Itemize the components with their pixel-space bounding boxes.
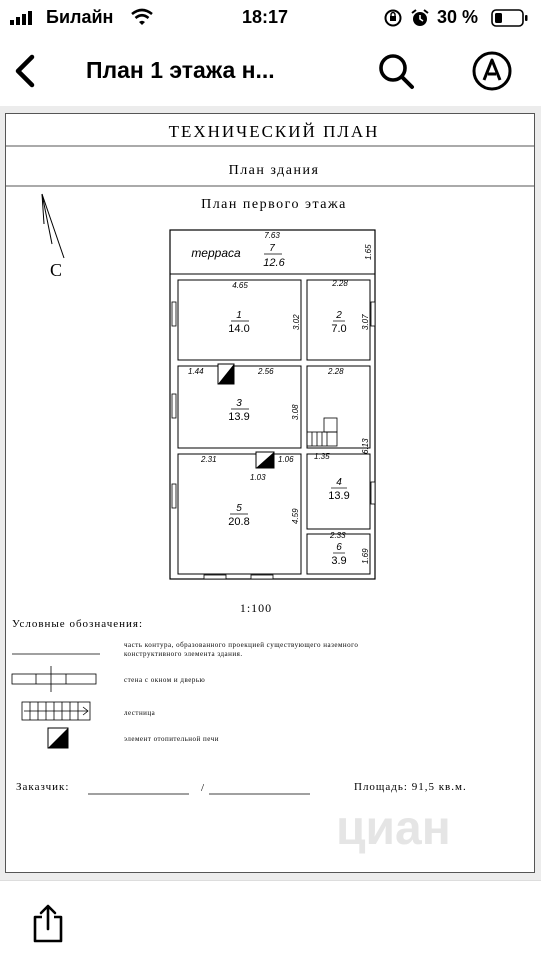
sheet-subtitle: План здания: [228, 163, 320, 178]
carrier-name: Билайн: [46, 7, 114, 27]
room-label-terrace: терраса: [191, 246, 241, 260]
legend-title: Условные обозначения:: [12, 618, 144, 630]
dimension-label: 4.65: [232, 281, 248, 290]
status-bar: [0, 0, 541, 36]
room-number: 5: [236, 503, 242, 514]
north-arrow-icon: [42, 194, 64, 258]
dimension-label: 1.69: [361, 548, 370, 564]
room-number: 2: [336, 310, 342, 321]
wifi-icon: [130, 8, 154, 26]
dimension-label: 1.06: [278, 455, 294, 464]
legend-item-text: элемент отопительной печи: [124, 735, 219, 743]
stairs-symbol: [307, 418, 337, 446]
floor-title: План первого этажа: [201, 197, 347, 212]
room-number: 3: [236, 398, 242, 409]
legend-item-text: часть контура, образованного проекцией существующего наземного конструктивного элемента здания.: [124, 641, 359, 658]
dimension-label: 2.33: [330, 531, 346, 540]
signal-icon: [10, 11, 40, 25]
share-icon[interactable]: [30, 903, 66, 945]
stairs-legend-icon: [22, 702, 90, 720]
battery-icon: [491, 9, 529, 27]
wall-window-door-symbol: [12, 666, 96, 692]
room-area: 13.9: [228, 411, 250, 423]
search-icon[interactable]: [376, 51, 416, 91]
compass-label: С: [49, 260, 63, 280]
dimension-label: 2.28: [332, 279, 348, 288]
scale-label: 1:100: [239, 601, 273, 615]
dimension-label: 2.56: [258, 367, 274, 376]
room-area: 14.0: [228, 323, 250, 335]
dimension-label: 2.28: [328, 367, 344, 376]
dimension-label: 1.03: [250, 473, 266, 482]
dimension-label: 4.59: [291, 508, 300, 524]
dimension-label: 3.07: [361, 314, 370, 330]
battery-percent: 30 %: [437, 7, 479, 27]
room-number: 1: [236, 310, 242, 321]
dimension-label: 1.65: [364, 244, 373, 260]
dimension-label: 3.02: [292, 314, 301, 330]
floor-plan-drawing: [6, 114, 534, 872]
svg-text:/: /: [201, 782, 205, 794]
dimension-label: 2.31: [201, 455, 217, 464]
document-title: План 1 этажа н...: [86, 57, 275, 83]
header-title: ТЕХНИЧЕСКИЙ ПЛАН: [168, 122, 380, 141]
dimension-label: 7.63: [264, 231, 280, 240]
dimension-label: 1.35: [314, 452, 330, 461]
customer-label: Заказчик:: [16, 781, 70, 793]
dimension-label: 3.08: [291, 404, 300, 420]
total-area-label: Площадь: 91,5 кв.м.: [354, 781, 467, 793]
plan-sheet: [5, 113, 535, 873]
room-area: 3.9: [331, 555, 347, 567]
room-area: 12.6: [263, 257, 285, 269]
legend-item-text: лестница: [124, 709, 156, 717]
dimension-label: 1.44: [188, 367, 204, 376]
room-number: 6: [336, 542, 342, 553]
watermark: циан: [336, 802, 451, 855]
document-viewer[interactable]: [0, 106, 541, 880]
room-number: 4: [336, 477, 342, 488]
alarm-icon: [410, 8, 430, 28]
room-area: 20.8: [228, 516, 250, 528]
rotation-lock-icon: [383, 8, 403, 28]
navigation-bar: [0, 36, 541, 106]
bottom-toolbar: [0, 880, 541, 961]
room-area: 7.0: [331, 323, 347, 335]
legend-item-text: стена с окном и дверью: [124, 676, 206, 684]
room-number: 7: [269, 243, 275, 254]
room-area: 13.9: [328, 490, 350, 502]
clock: 18:17: [242, 7, 289, 27]
hall-outline: [307, 366, 370, 448]
dimension-label: 6.13: [361, 438, 370, 454]
stove-legend-icon: [48, 728, 68, 748]
back-icon[interactable]: [12, 53, 38, 89]
markup-icon[interactable]: [471, 50, 513, 92]
